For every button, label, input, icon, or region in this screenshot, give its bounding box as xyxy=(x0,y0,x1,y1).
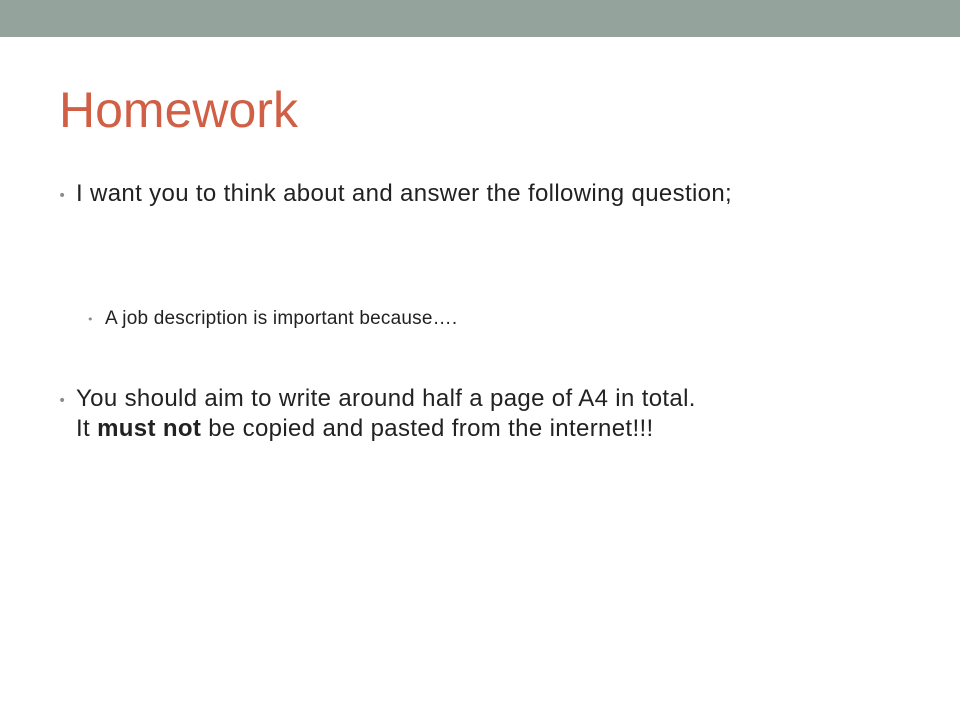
bullet-text-line-2-post: be copied and pasted from the internet!!! xyxy=(201,415,654,442)
bullet-icon: • xyxy=(58,393,67,409)
top-accent-bar xyxy=(0,0,960,37)
bullet-text-line-1: You should aim to write around half a page of A4 in total. xyxy=(76,385,696,412)
bullet-icon: • xyxy=(58,188,67,204)
emphasis-must-not: must not xyxy=(97,415,202,442)
bullet-text-line-2-pre: It xyxy=(76,415,98,442)
bullet-item-length-requirement xyxy=(58,384,898,444)
slide-title: Homework xyxy=(59,82,298,138)
bullet-item-question-instruction xyxy=(58,179,898,211)
bullet-icon: • xyxy=(87,313,94,326)
sub-bullet-text: A job description is important because…. xyxy=(105,308,458,329)
sub-bullet-item-question xyxy=(87,308,887,331)
bullet-text: I want you to think about and answer the following question; xyxy=(76,180,733,207)
bullet-text-block xyxy=(76,384,696,444)
